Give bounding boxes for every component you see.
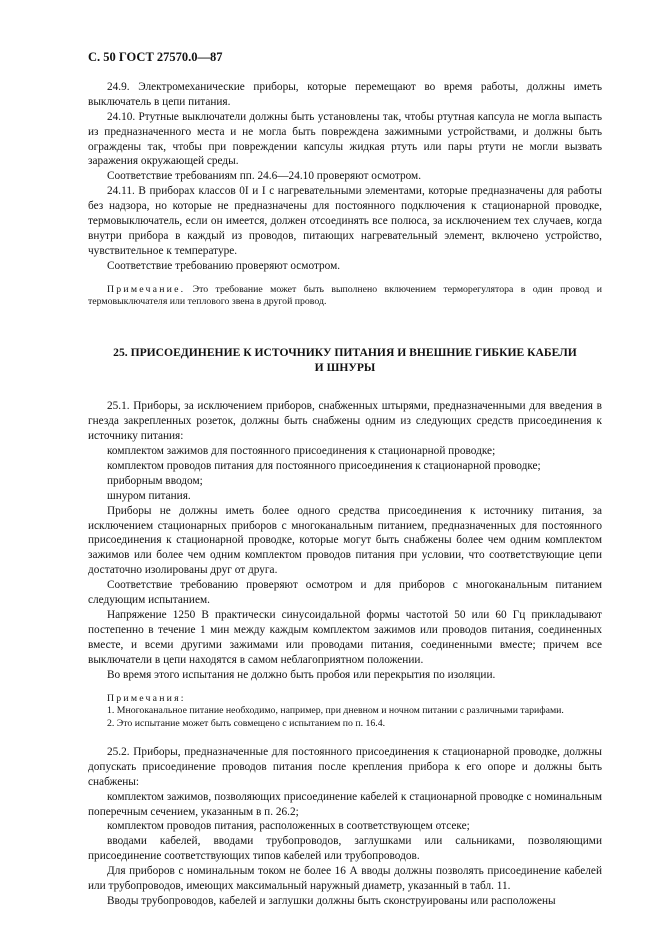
document-page	[88, 50, 602, 909]
note-2: 2. Это испытание может быть совмещено с испытанием по п. 16.4.	[107, 718, 386, 730]
list-item: приборным вводом;	[107, 474, 203, 487]
paragraph-voltage-test: Напряжение 1250 В практически синусоидальной формы частотой 50 или 60 Гц прикладывают постепенно в течение 1 мин между каждым комплектом зажимов или проводов питания, соединенных вместе, и всеми другими зажимами или проводами питания, соединенными вместе; причем все выключатели в цепи находятся в самом неблагоприятном положении.	[88, 608, 602, 666]
paragraph-25-2: 25.2. Приборы, предназначенные для постоянного присоединения к стационарной проводке, должны допускать присоединение проводов питания после крепления прибора к его опоре и должны быть снабжены:	[88, 745, 602, 788]
paragraph-test-result: Во время этого испытания не должно быть пробоя или перекрытия по изоляции.	[107, 668, 496, 681]
paragraph-16a: Для приборов с номинальным током не более 16 А вводы должны позволять присоединение кабелей или трубопроводов, имеющих максимальный наружный диаметр, указанный в табл. 11.	[88, 865, 602, 893]
note-label: Примечание.	[107, 283, 186, 295]
list-item: вводами кабелей, вводами трубопроводов, заглушками или сальниками, позволяющими присоединение соответствующих типов кабелей или трубопроводов.	[88, 835, 602, 863]
notes-label: Примечания:	[107, 692, 186, 704]
paragraph-24-11: 24.11. В приборах классов 0I и I с нагревательными элементами, которые предназначены для работы без надзора, но которые не предназначены для постоянного подключения к стационарной проводке, термовыключатель, если он имеется, должен отсоединять все полюса, за исключением тех случаев, когда внутри прибора в каждый из проводов, питающих нагревательный элемент, включено устройство, чувствительное к температуре.	[88, 185, 602, 257]
section-25-heading-line1: 25. ПРИСОЕДИНЕНИЕ К ИСТОЧНИКУ ПИТАНИЯ И ВНЕШНИЕ ГИБКИЕ КАБЕЛИ	[113, 346, 577, 360]
note-1: 1. Многоканальное питание необходимо, например, при дневном и ночном питании с различными тарифами.	[107, 705, 564, 717]
list-item: комплектом зажимов, позволяющих присоединение кабелей к стационарной проводке с номинальным поперечным сечением, указанным в п. 26.2;	[88, 790, 602, 818]
page-header: С. 50 ГОСТ 27570.0—87	[88, 50, 223, 64]
list-item: комплектом проводов питания для постоянного присоединения к стационарной проводке;	[107, 459, 541, 472]
paragraph-check-25-1: Соответствие требованию проверяют осмотром и для приборов с многоканальным питанием следующим испытанием.	[88, 579, 602, 607]
paragraph-check-24-11: Соответствие требованию проверяют осмотром.	[107, 259, 341, 272]
section-25-heading	[96, 346, 594, 375]
paragraph-24-9: 24.9. Электромеханические приборы, которые перемещают во время работы, должны иметь выключатель в цепи питания.	[88, 80, 602, 108]
note-text: Это требование может быть выполнено включением терморегулятора в один провод и термовыключателя или теплового звена в другой провод.	[88, 283, 602, 308]
list-item: комплектом зажимов для постоянного присоединения к стационарной проводке;	[107, 445, 496, 457]
paragraph-check-24-6: Соответствие требованиям пп. 24.6—24.10 проверяют осмотром.	[107, 170, 422, 183]
list-item: шнуром питания.	[107, 489, 191, 502]
paragraph-24-10: 24.10. Ртутные выключатели должны быть установлены так, чтобы ртутная капсула не могла выпасть из предназначенного места и не могла быть повреждена зажимными устройствами, и должны быть ограждены так, чтобы при повреждении капсулы жидкая ртуть или пары ртути не могли вызвать заражения окружающей среды.	[88, 110, 602, 168]
list-item: комплектом проводов питания, расположенных в соответствующем отсеке;	[107, 820, 470, 833]
paragraph-multichannel: Приборы не должны иметь более одного средства присоединения к источнику питания, за исключением стационарных приборов с многоканальным питанием, предназначенных для постоянного присоединения к стационарной проводке, которые могут быть снабжены более чем одним комплектом зажимов или более чем одним комплектом проводов питания при условии, что соответствующие цепи достаточно изолированы друг от друга.	[88, 504, 602, 577]
paragraph-inputs: Вводы трубопроводов, кабелей и заглушки должны быть сконструированы или расположены	[107, 894, 556, 907]
paragraph-25-1: 25.1. Приборы, за исключением приборов, снабженных штырями, предназначенными для введения в гнезда закрепленных розеток, должны быть снабжены одним из следующих средств присоединения к источнику питания:	[88, 400, 602, 443]
note-24-11	[88, 284, 602, 310]
section-25-heading-line2: И ШНУРЫ	[314, 360, 376, 374]
